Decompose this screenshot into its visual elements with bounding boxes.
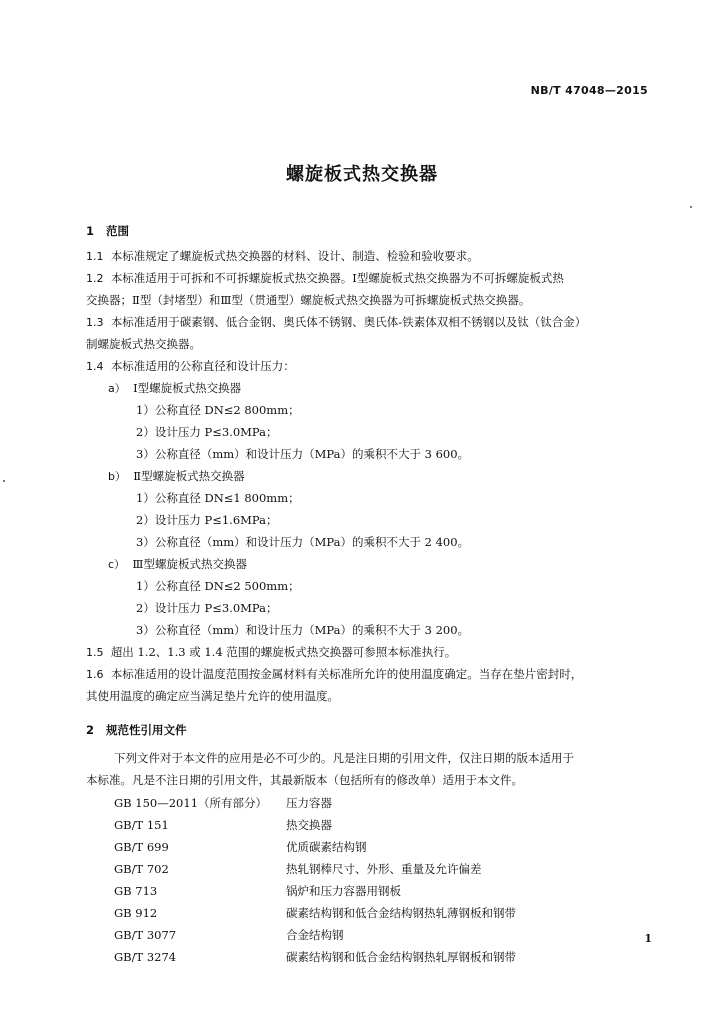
clause-text: 本标准适用的公称直径和设计压力： [110,359,295,373]
clause-1-1 [86,249,479,264]
type-c-item-1: 1）公称直径 DN≤2 500mm； [136,579,300,593]
standard-number: NB/T 47048—2015 [530,84,648,97]
clause-number: 1.4 [86,360,104,373]
clause-1-6-continued: 其使用温度的确定应当满足垫片允许的使用温度。 [86,689,339,703]
scan-speck [3,480,5,482]
page-title: 螺旋板式热交换器 [286,164,438,185]
clause-1-6 [86,667,582,682]
clause-1-2-continued: 交换器；Ⅱ型（封堵型）和Ⅲ型（贯通型）螺旋板式热交换器为可拆螺旋板式热交换器。 [86,293,531,307]
clause-number: 1.5 [86,646,104,659]
reference-code: GB/T 3274 [114,950,177,964]
type-a-heading [108,381,241,396]
clause-1-2 [86,271,564,286]
type-name: Ⅱ型螺旋板式热交换器 [133,469,245,483]
clause-1-3 [86,315,586,330]
clause-1-3-continued: 制螺旋板式热交换器。 [86,337,201,351]
type-a-item-3: 3）公称直径（mm）和设计压力（MPa）的乘积不大于 3 600。 [136,447,470,461]
references-intro-2: 本标准。凡是不注日期的引用文件，其最新版本（包括所有的修改单）适用于本文件。 [86,773,523,787]
clause-text: 超出 1.2、1.3 或 1.4 范围的螺旋板式热交换器可参照本标准执行。 [110,645,457,659]
reference-name: 碳素结构钢和低合金结构钢热轧厚钢板和钢带 [286,950,516,964]
clause-1-5 [86,645,456,660]
list-label: c） [108,558,126,571]
clause-1-4 [86,359,295,374]
reference-name: 热交换器 [286,818,332,832]
type-b-item-1: 1）公称直径 DN≤1 800mm； [136,491,300,505]
reference-name: 合金结构钢 [286,928,344,942]
section-title: 范围 [106,224,130,238]
section-2-heading [86,723,187,737]
reference-code: GB/T 702 [114,862,169,876]
section-number: 2 [86,723,95,737]
type-name: Ⅲ型螺旋板式热交换器 [132,557,247,571]
clause-text: 本标准适用于碳素钢、低合金钢、奥氏体不锈钢、奥氏体-铁素体双相不锈钢以及钛（钛合金） [110,315,587,329]
reference-name: 压力容器 [286,796,332,810]
reference-name: 优质碳素结构钢 [286,840,367,854]
section-1-heading [86,224,129,238]
clause-number: 1.6 [86,668,104,681]
clause-text: 本标准适用的设计温度范围按金属材料有关标准所允许的使用温度确定。当存在垫片密封时， [110,667,583,681]
reference-code: GB/T 151 [114,818,169,832]
reference-code: GB/T 3077 [114,928,177,942]
reference-name: 热轧钢棒尺寸、外形、重量及允许偏差 [286,862,482,876]
type-a-item-2: 2）设计压力 P≤3.0MPa； [136,425,278,439]
reference-code: GB 150—2011（所有部分） [114,796,268,810]
reference-code: GB/T 699 [114,840,169,854]
list-label: a） [108,382,126,395]
type-c-heading [108,557,247,572]
clause-number: 1.3 [86,316,104,329]
type-c-item-2: 2）设计压力 P≤3.0MPa； [136,601,278,615]
list-label: b） [108,470,126,483]
clause-text: 本标准规定了螺旋板式热交换器的材料、设计、制造、检验和验收要求。 [110,249,479,263]
scan-speck [690,206,692,208]
clause-number: 1.1 [86,250,104,263]
section-title: 规范性引用文件 [106,723,187,737]
clause-number: 1.2 [86,272,104,285]
reference-name: 锅炉和压力容器用钢板 [286,884,401,898]
type-a-item-1: 1）公称直径 DN≤2 800mm； [136,403,300,417]
type-name: Ⅰ型螺旋板式热交换器 [133,381,242,395]
type-b-item-3: 3）公称直径（mm）和设计压力（MPa）的乘积不大于 2 400。 [136,535,470,549]
clause-text: 本标准适用于可拆和不可拆螺旋板式热交换器。Ⅰ型螺旋板式热交换器为不可拆螺旋板式热 [110,271,564,285]
references-intro-1: 下列文件对于本文件的应用是必不可少的。凡是注日期的引用文件，仅注日期的版本适用于 [114,751,574,765]
section-number: 1 [86,224,95,238]
reference-code: GB 713 [114,884,158,898]
type-b-heading [108,469,245,484]
type-c-item-3: 3）公称直径（mm）和设计压力（MPa）的乘积不大于 3 200。 [136,623,470,637]
reference-name: 碳素结构钢和低合金结构钢热轧薄钢板和钢带 [286,906,516,920]
reference-code: GB 912 [114,906,158,920]
type-b-item-2: 2）设计压力 P≤1.6MPa； [136,513,278,527]
page-number: 1 [644,932,652,945]
